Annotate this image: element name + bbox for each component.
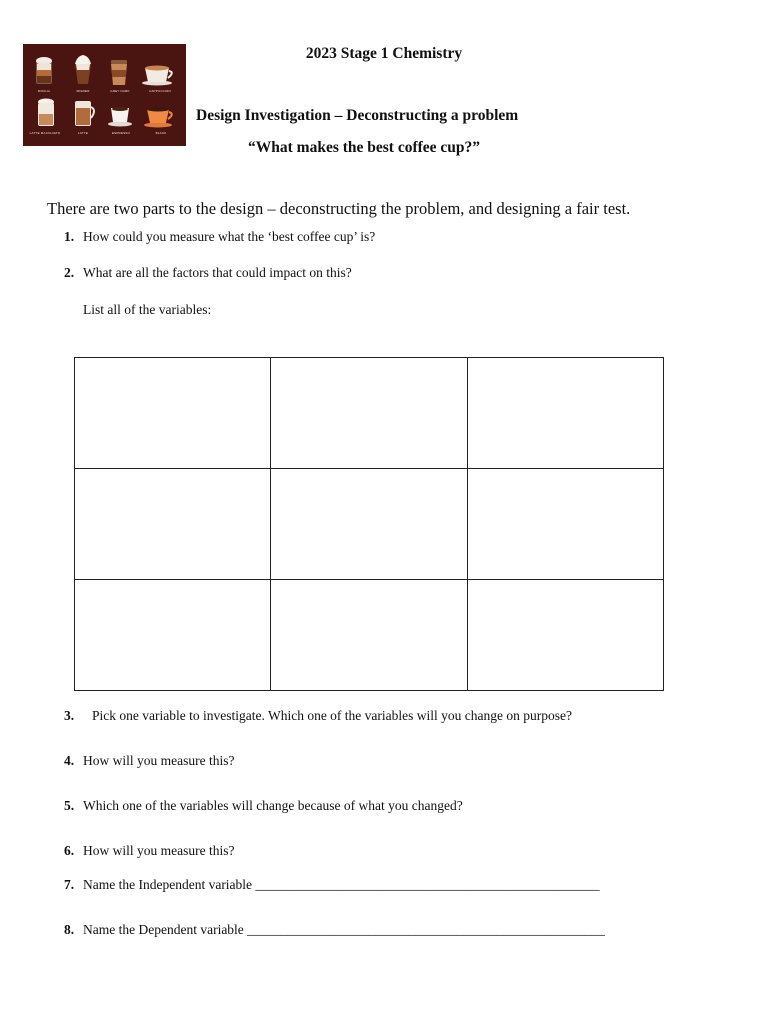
question-number: 2. — [64, 265, 75, 280]
cappuccino-cup-icon — [141, 64, 177, 86]
question-text: How will you measure this? — [83, 843, 235, 858]
question-number: 1. — [64, 229, 75, 244]
variables-grid — [74, 357, 664, 691]
grid-cell[interactable] — [75, 580, 271, 691]
grid-cell[interactable] — [271, 580, 467, 691]
question-text: How could you measure what the ‘best coffee cup’ is? — [83, 229, 376, 244]
question-text: How will you measure this? — [83, 753, 235, 768]
question-text: What are all the factors that could impact on this? — [83, 265, 352, 280]
question-text: Pick one variable to investigate. Which one of the variables will you change on purpose? — [92, 708, 572, 723]
question-number: 3. — [64, 708, 75, 723]
grid-cell[interactable] — [271, 469, 467, 580]
question-text: Which one of the variables will change because of what you changed? — [83, 798, 463, 813]
question-number: 7. — [64, 877, 75, 892]
grid-cell[interactable] — [271, 358, 467, 469]
list-variables-label: List all of the variables: — [83, 302, 212, 317]
cup-label: BLACK — [155, 131, 167, 135]
grid-cell[interactable] — [467, 358, 663, 469]
investigation-question: “What makes the best coffee cup?” — [248, 139, 481, 156]
cup-label: WIENER — [76, 89, 90, 93]
cup-label: LATTE MACCHIATO — [29, 131, 61, 135]
grid-row — [75, 469, 664, 580]
grid-cell[interactable] — [75, 358, 271, 469]
question-number: 4. — [64, 753, 75, 768]
question-number: 5. — [64, 798, 75, 813]
document-subtitle: Design Investigation – Deconstructing a problem — [196, 107, 519, 124]
question-number: 6. — [64, 843, 75, 858]
latte-macchiato-cup-icon — [35, 98, 57, 128]
cup-label: LATTE — [77, 131, 89, 135]
cup-label: CAPPUCCINO — [148, 89, 171, 93]
grid-cell[interactable] — [75, 469, 271, 580]
dependent-variable-field[interactable]: Name the Dependent variable _____________________________________________________ — [83, 922, 605, 937]
grid-row — [75, 358, 664, 469]
document-title: 2023 Stage 1 Chemistry — [305, 45, 463, 62]
cup-label: GREY DARK — [110, 89, 130, 93]
grid-cell[interactable] — [467, 469, 663, 580]
black-coffee-cup-icon — [143, 106, 177, 128]
cup-label: ESPRESSO — [111, 131, 131, 135]
latte-cup-icon — [72, 98, 96, 128]
independent-variable-field[interactable]: Name the Independent variable ___________________________________________________ — [83, 877, 600, 892]
espresso-cup-icon — [107, 104, 135, 128]
cup-label: MOCHA — [37, 89, 51, 93]
grid-row — [75, 580, 664, 691]
question-number: 8. — [64, 922, 75, 937]
grid-cell[interactable] — [467, 580, 663, 691]
intro-paragraph: There are two parts to the design – deconstructing the problem, and designing a fair test. — [47, 199, 631, 218]
